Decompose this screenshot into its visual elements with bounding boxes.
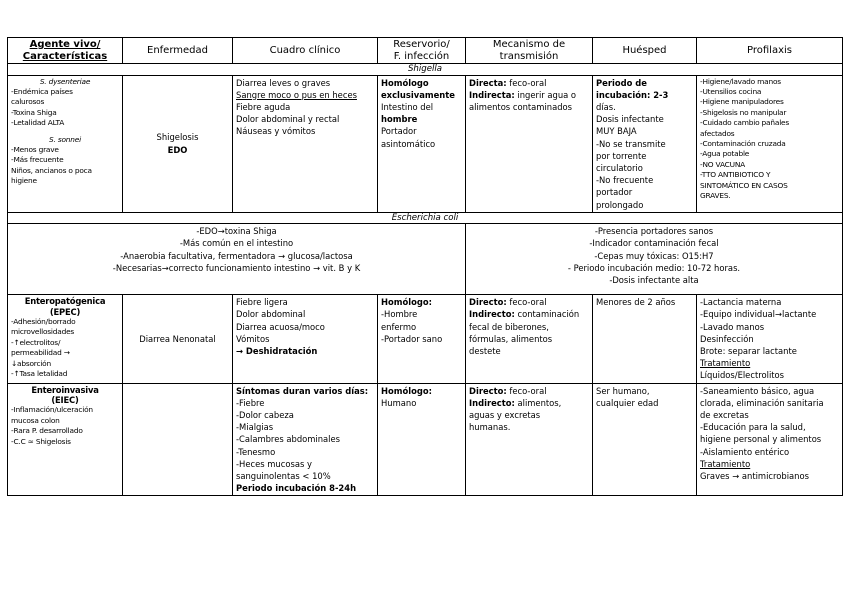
epec-huesped: Menores de 2 años (593, 295, 697, 383)
header-agent: Agente vivo/ Características (8, 38, 123, 64)
section-title-ecoli: Escherichia coli (8, 212, 843, 224)
header-cuadro: Cuadro clínico (233, 38, 378, 64)
row-epec (8, 295, 843, 383)
epec-cuadro: Fiebre ligera Dolor abdominal Diarrea acuosa/moco Vómitos → Deshidratación (233, 295, 378, 383)
eiec-agent: Enteroinvasiva (EIEC) -Inflamación/ulceración mucosa colon -Rara P. desarrollado -C.C ≈ Shigelosis (8, 383, 123, 496)
eiec-huesped: Ser humano, cualquier edad (593, 383, 697, 496)
eiec-disease (123, 383, 233, 496)
shigella-disease: Shigelosis EDO (123, 75, 233, 212)
row-shigella (8, 75, 843, 212)
row-eiec (8, 383, 843, 496)
eiec-cuadro: Síntomas duran varios días: -Fiebre -Dolor cabeza -Mialgias -Calambres abdominales -Tenesmo -Heces mucosas y sanguinolentas < 10% Periodo incubación 8-24h (233, 383, 378, 496)
header-profilaxis: Profilaxis (697, 38, 843, 64)
ecoli-general-right: -Presencia portadores sanos -Indicador contaminación fecal -Cepas muy tóxicas: O15:H7 - Periodo incubación medio: 10-72 horas. -Dosis infectante alta (466, 224, 843, 295)
section-title-shigella: Shigella (8, 64, 843, 76)
eiec-reservorio: Homólogo: Humano (378, 383, 466, 496)
shigella-mecanismo: Directa: feco-oral Indirecta: ingerir agua o alimentos contaminados (466, 75, 593, 212)
eiec-profilaxis: -Saneamiento básico, agua clorada, eliminación sanitaria de excretas -Educación para la salud, higiene personal y alimentos -Aislamiento entérico Tratamiento Graves → antimicrobianos (697, 383, 843, 496)
header-reservorio: Reservorio/ F. infección (378, 38, 466, 64)
shigella-huesped: Periodo de incubación: 2-3 días. Dosis infectante MUY BAJA -No se transmite por torrente circulatorio -No frecuente portador prolongado (593, 75, 697, 212)
epec-agent: Enteropatógenica (EPEC) -Adhesión/borrado microvellosidades -↑electrolitos/ permeabilidad → ↓absorción -↑Tasa letalidad (8, 295, 123, 383)
microbiology-table (7, 37, 843, 496)
epec-reservorio: Homólogo: -Hombre enfermo -Portador sano (378, 295, 466, 383)
epec-profilaxis: -Lactancia materna -Equipo individual→lactante -Lavado manos Desinfección Brote: separar lactante Tratamiento Líquidos/Electrolitos (697, 295, 843, 383)
section-ecoli (8, 212, 843, 224)
epec-disease: Diarrea Nenonatal (123, 295, 233, 383)
row-ecoli-general (8, 224, 843, 295)
header-mecanismo: Mecanismo de transmisión (466, 38, 593, 64)
header-enfermedad: Enfermedad (123, 38, 233, 64)
header-huesped: Huésped (593, 38, 697, 64)
shigella-cuadro: Diarrea leves o graves Sangre moco o pus en heces Fiebre aguda Dolor abdominal y rectal Náuseas y vómitos (233, 75, 378, 212)
epec-mecanismo: Directo: feco-oral Indirecto: contaminación fecal de biberones, fórmulas, alimentos destete (466, 295, 593, 383)
header-row (8, 38, 843, 64)
section-shigella (8, 64, 843, 76)
ecoli-general-left: -EDO→toxina Shiga -Más común en el intestino -Anaerobia facultativa, fermentadora → glucosa/lactosa -Necesarias→correcto funcionamiento intestino → vit. B y K (8, 224, 466, 295)
eiec-mecanismo: Directo: feco-oral Indirecto: alimentos, aguas y excretas humanas. (466, 383, 593, 496)
shigella-reservorio: Homólogo exclusivamente Intestino del hombre Portador asintomático (378, 75, 466, 212)
shigella-profilaxis: -Higiene/lavado manos -Utensilios cocina -Higiene manipuladores -Shigelosis no manipular -Cuidado cambio pañales afectados -Contaminación cruzada -Agua potable -NO VACUNA -TTO ANTIBIOTICO Y SINTOMÁTICO EN CASOS GRAVES. (697, 75, 843, 212)
shigella-agent: S. dysenteriae -Endémica países calurosos -Toxina Shiga -Letalidad ALTA S. sonnei -Menos grave -Más frecuente Niños, ancianos o poca higiene (8, 75, 123, 212)
